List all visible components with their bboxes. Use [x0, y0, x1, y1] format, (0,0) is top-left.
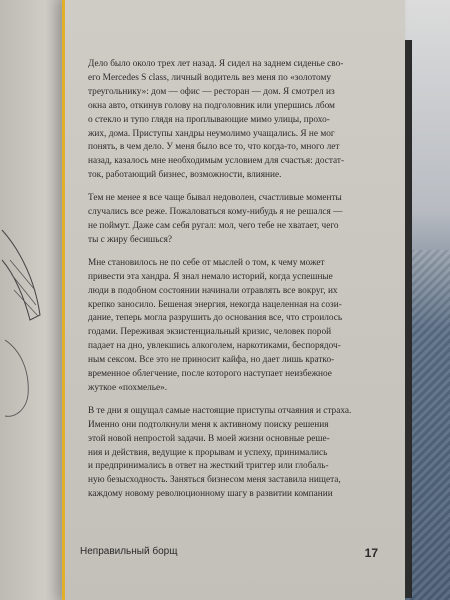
text-line: люди в подобном состоянии начинали отравлять все вокруг, их	[88, 285, 338, 296]
text-line: В те дни я ощущал самые настоящие приступы отчаяния и страха.	[88, 405, 352, 416]
paragraph-1	[88, 58, 373, 183]
text-line: Дело было около трех лет назад. Я сидел на заднем сиденье сво-	[88, 59, 344, 69]
page-number: 17	[364, 546, 378, 560]
text-line: ным сексом. Все это не приносит кайфа, но дает лишь кратко-	[88, 355, 335, 366]
text-line: этой новой непростой задачи. В моей жизни основные реше-	[88, 433, 330, 444]
text-line: ную безысходность. Заняться бизнесом меня заставила нищета,	[88, 475, 341, 486]
text-line: назад, казалось мне необходимым условием для счастья: достат-	[88, 156, 345, 167]
sketch-drawing	[0, 220, 60, 420]
page-text	[88, 58, 373, 511]
text-line: Мне становилось не по себе от мыслей о том, к чему может	[88, 257, 325, 268]
text-line: ток, работающий бизнес, возможности, влияние.	[88, 170, 282, 181]
text-line: годами. Переживая экзистенциальный кризис, человек порой	[88, 327, 332, 338]
paragraph-3	[88, 257, 373, 396]
text-line: временное облегчение, после которого наступает неизбежное	[88, 369, 332, 380]
text-line: дание, теперь могла разрушить до основания все, что строилось	[88, 313, 343, 324]
text-line: жих, дома. Приступы хандры неумолимо учащались. Я не мог	[88, 128, 335, 139]
text-line: не поймут. Даже сам себя ругал: мол, чего тебе не хватает, чего	[88, 220, 339, 231]
text-line: Именно они подтолкнули меня к активному поиску решения	[88, 419, 329, 430]
text-line: привести эта хандра. Я знал немало историй, когда успешные	[88, 271, 333, 282]
text-line: каждому новому революционному шагу в развитии компании	[88, 489, 333, 500]
text-line: и предпринимались в ответ на жесткий триггер или глобаль-	[88, 461, 329, 472]
text-line: о стекло и тупо глядя на проплывающие мимо улицы, прохо-	[88, 114, 330, 125]
paragraph-2	[88, 192, 373, 248]
text-line: окна авто, откинув голову на подголовник или упершись лбом	[88, 100, 335, 111]
text-line: случались все реже. Пожаловаться кому-нибудь я не решался —	[88, 207, 343, 218]
text-line: понять, в чем дело. У меня было все то, что когда-то, много лет	[88, 142, 340, 153]
text-line: треугольнику»: дом — офис — ресторан — дом. Я смотрел из	[88, 86, 335, 97]
paragraph-4	[88, 405, 373, 502]
text-line: крепко заносило. Бешеная энергия, некогда нацеленная на сози-	[88, 299, 342, 310]
text-line: Тем не менее я все чаще бывал недоволен, счастливые моменты	[88, 193, 342, 204]
running-title: Неправильный борщ	[80, 546, 178, 557]
text-line: ты с жиру бесишься?	[88, 234, 172, 245]
text-line: падает на дно, увлекшись алкоголем, наркотиками, беспорядоч-	[88, 341, 341, 352]
text-line: ния и действия, ведущие к прорывам и успеху, принимались	[88, 447, 328, 458]
text-line: его Mercedes S class, личный водитель вез меня по «золотому	[88, 72, 331, 83]
page-footer	[80, 546, 378, 560]
text-line: жуткое «похмелье».	[88, 382, 168, 393]
